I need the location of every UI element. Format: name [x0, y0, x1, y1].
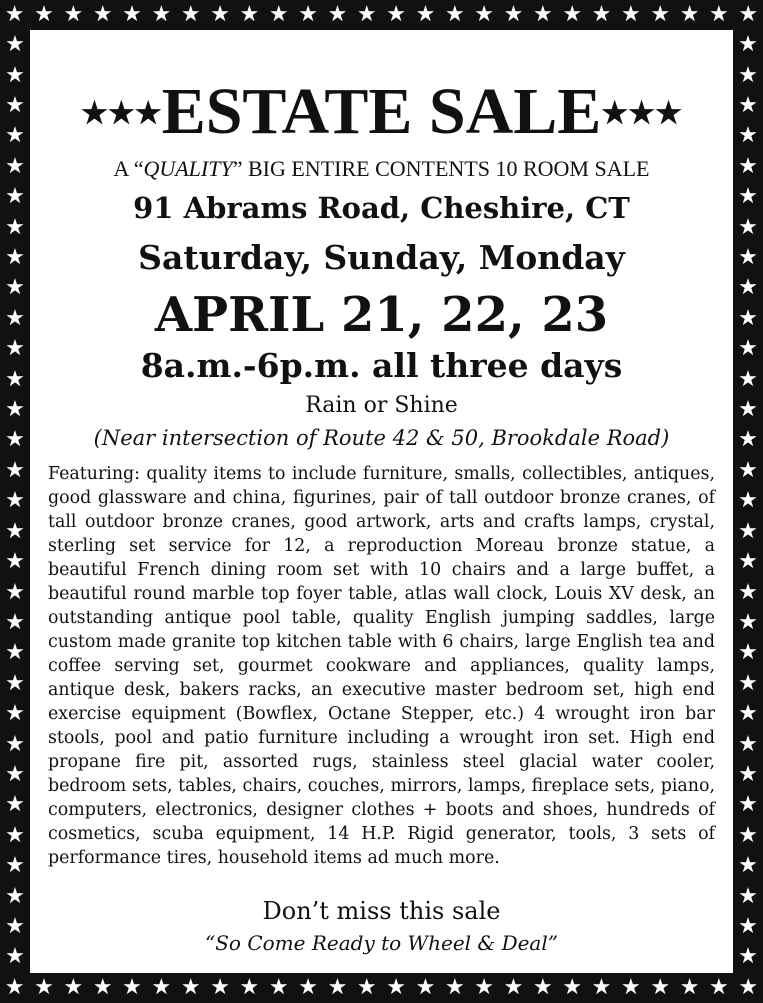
subtitle-emphasis: QUALITY	[143, 156, 233, 181]
border-star-icon: ★	[5, 397, 25, 423]
border-star-icon: ★	[474, 975, 495, 1000]
border-star-icon: ★	[709, 2, 729, 27]
border-star-icon: ★	[738, 397, 758, 423]
border-star-icon: ★	[268, 2, 289, 27]
border-star-icon: ★	[738, 549, 758, 575]
border-star-icon: ★	[5, 883, 25, 909]
border-star-icon: ★	[591, 975, 612, 1000]
border-star-icon: ★	[738, 184, 758, 210]
border-star-icon: ★	[621, 975, 641, 1000]
border-star-icon: ★	[180, 2, 201, 27]
border-star-icon: ★	[239, 975, 260, 1000]
border-star-icon: ★	[415, 2, 436, 27]
title-left-stars-icon: ★★★	[81, 96, 162, 130]
border-star-icon: ★	[444, 2, 465, 27]
border-star-icon: ★	[5, 123, 25, 149]
border-star-icon: ★	[180, 975, 201, 1000]
border-star-icon: ★	[738, 153, 758, 179]
border-star-icon: ★	[738, 640, 758, 666]
border-star-icon: ★	[5, 153, 25, 179]
border-star-icon: ★	[5, 822, 25, 848]
border-star-icon: ★	[738, 214, 758, 240]
sale-dates: APRIL 21, 22, 23	[154, 287, 609, 343]
border-star-icon: ★	[5, 792, 25, 818]
sale-days: Saturday, Sunday, Monday	[138, 238, 625, 277]
border-star-icon: ★	[5, 640, 25, 666]
border-star-icon: ★	[268, 975, 289, 1000]
border-star-icon: ★	[709, 975, 729, 1000]
border-star-icon: ★	[738, 457, 758, 483]
border-star-icon: ★	[650, 2, 671, 27]
right-star-border	[733, 30, 763, 973]
border-star-icon: ★	[738, 822, 758, 848]
border-star-icon: ★	[327, 975, 348, 1000]
border-star-icon: ★	[444, 975, 465, 1000]
border-star-icon: ★	[5, 670, 25, 696]
border-star-icon: ★	[92, 975, 113, 1000]
bottom-star-border	[0, 973, 763, 1003]
address: 91 Abrams Road, Cheshire, CT	[133, 191, 630, 225]
border-star-icon: ★	[5, 609, 25, 635]
border-star-icon: ★	[650, 975, 671, 1000]
border-star-icon: ★	[591, 2, 612, 27]
sale-hours: 8a.m.-6p.m. all three days	[140, 346, 623, 385]
border-star-icon: ★	[298, 975, 318, 1000]
title-right-stars-icon: ★★★	[601, 96, 682, 130]
border-star-icon: ★	[5, 853, 25, 879]
border-star-icon: ★	[5, 488, 25, 514]
border-star-icon: ★	[532, 975, 553, 1000]
border-star-icon: ★	[738, 913, 758, 939]
border-star-icon: ★	[738, 32, 758, 58]
border-star-icon: ★	[738, 883, 758, 909]
border-star-icon: ★	[5, 275, 25, 301]
border-star-icon: ★	[4, 975, 25, 1000]
border-star-icon: ★	[562, 2, 583, 27]
border-star-icon: ★	[5, 761, 25, 787]
border-star-icon: ★	[5, 427, 25, 453]
border-star-icon: ★	[562, 975, 583, 1000]
border-star-icon: ★	[92, 2, 113, 27]
border-star-icon: ★	[5, 305, 25, 331]
border-star-icon: ★	[532, 2, 553, 27]
border-star-icon: ★	[738, 93, 758, 119]
border-star-icon: ★	[298, 2, 318, 27]
border-star-icon: ★	[5, 579, 25, 605]
weather-note: Rain or Shine	[305, 393, 458, 418]
border-star-icon: ★	[738, 336, 758, 362]
border-star-icon: ★	[5, 32, 25, 58]
tagline: “So Come Ready to Wheel & Deal”	[205, 931, 558, 955]
border-star-icon: ★	[5, 366, 25, 392]
border-star-icon: ★	[5, 913, 25, 939]
left-star-border	[0, 30, 30, 973]
border-star-icon: ★	[738, 731, 758, 757]
border-star-icon: ★	[122, 2, 142, 27]
border-star-icon: ★	[738, 518, 758, 544]
border-star-icon: ★	[474, 2, 495, 27]
border-star-icon: ★	[63, 2, 84, 27]
border-star-icon: ★	[738, 761, 758, 787]
border-star-icon: ★	[5, 93, 25, 119]
border-star-icon: ★	[386, 975, 406, 1000]
border-star-icon: ★	[738, 579, 758, 605]
page-title	[30, 76, 733, 154]
closing-line: Don’t miss this sale	[262, 897, 501, 925]
border-star-icon: ★	[738, 609, 758, 635]
border-star-icon: ★	[738, 305, 758, 331]
border-star-icon: ★	[5, 731, 25, 757]
border-star-icon: ★	[5, 184, 25, 210]
border-star-icon: ★	[738, 2, 759, 27]
border-star-icon: ★	[63, 975, 84, 1000]
border-star-icon: ★	[738, 275, 758, 301]
border-star-icon: ★	[503, 975, 524, 1000]
border-star-icon: ★	[5, 336, 25, 362]
border-star-icon: ★	[738, 792, 758, 818]
border-star-icon: ★	[5, 549, 25, 575]
border-star-icon: ★	[738, 701, 758, 727]
border-star-icon: ★	[679, 975, 700, 1000]
subtitle-prefix: A “	[113, 156, 144, 181]
border-star-icon: ★	[415, 975, 436, 1000]
ad-content	[30, 30, 733, 973]
top-star-border	[0, 0, 763, 30]
border-star-icon: ★	[738, 488, 758, 514]
border-star-icon: ★	[356, 2, 377, 27]
border-star-icon: ★	[738, 245, 758, 271]
border-star-icon: ★	[151, 2, 172, 27]
border-star-icon: ★	[738, 853, 758, 879]
directions-note: (Near intersection of Route 42 & 50, Brookdale Road)	[93, 426, 670, 450]
subtitle-suffix: ” BIG ENTIRE CONTENTS 10 ROOM SALE	[232, 156, 650, 181]
border-star-icon: ★	[5, 457, 25, 483]
border-star-icon: ★	[5, 214, 25, 240]
border-star-icon: ★	[738, 366, 758, 392]
border-star-icon: ★	[738, 944, 758, 970]
border-star-icon: ★	[738, 62, 758, 88]
border-star-icon: ★	[210, 975, 230, 1000]
border-star-icon: ★	[327, 2, 348, 27]
border-star-icon: ★	[34, 975, 54, 1000]
border-star-icon: ★	[210, 2, 230, 27]
border-star-icon: ★	[5, 518, 25, 544]
border-star-icon: ★	[4, 2, 25, 27]
border-star-icon: ★	[5, 701, 25, 727]
border-star-icon: ★	[386, 2, 406, 27]
border-star-icon: ★	[621, 2, 641, 27]
item-description: Featuring: quality items to include furniture, smalls, collectibles, antiques, good glassware and china, figurines, pair of tall outdoor bronze cranes, of tall outdoor bronze cranes, good artwork, arts and crafts lamps, crystal, sterling set service for 12, a reproduction Moreau bronze statue, a beautiful French dining room set with 10 chairs and a large buffet, a beautiful round marble top foyer table, atlas wall clock, Louis XV desk, an outstanding antique pool table, quality English jumping saddles, large custom made granite top kitchen table with 6 chairs, large English tea and coffee serving set, gourmet cookware and appliances, quality lamps, antique desk, bakers racks, an executive master bedroom set, high end exercise equipment (Bowflex, Octane Stepper, etc.) 4 wrought iron bar stools, pool and patio furniture including a wrought iron set. High end propane fire pit, assorted rugs, stainless steel glacial water cooler, bedroom sets, tables, chairs, couches, mirrors, lamps, fireplace sets, piano, computers, electronics, designer clothes + boots and shoes, hundreds of cosmetics, scuba equipment, 14 H.P. Rigid generator, tools, 3 sets of performance tires, household items ad much more.	[48, 464, 715, 868]
border-star-icon: ★	[738, 123, 758, 149]
border-star-icon: ★	[34, 2, 54, 27]
border-star-icon: ★	[5, 944, 25, 970]
border-star-icon: ★	[738, 975, 759, 1000]
border-star-icon: ★	[738, 670, 758, 696]
border-star-icon: ★	[122, 975, 142, 1000]
border-star-icon: ★	[151, 975, 172, 1000]
border-star-icon: ★	[738, 427, 758, 453]
border-star-icon: ★	[5, 62, 25, 88]
border-star-icon: ★	[679, 2, 700, 27]
border-star-icon: ★	[503, 2, 524, 27]
subtitle	[30, 156, 733, 182]
border-star-icon: ★	[239, 2, 260, 27]
title-text: ESTATE SALE	[161, 75, 602, 148]
border-star-icon: ★	[356, 975, 377, 1000]
border-star-icon: ★	[5, 245, 25, 271]
